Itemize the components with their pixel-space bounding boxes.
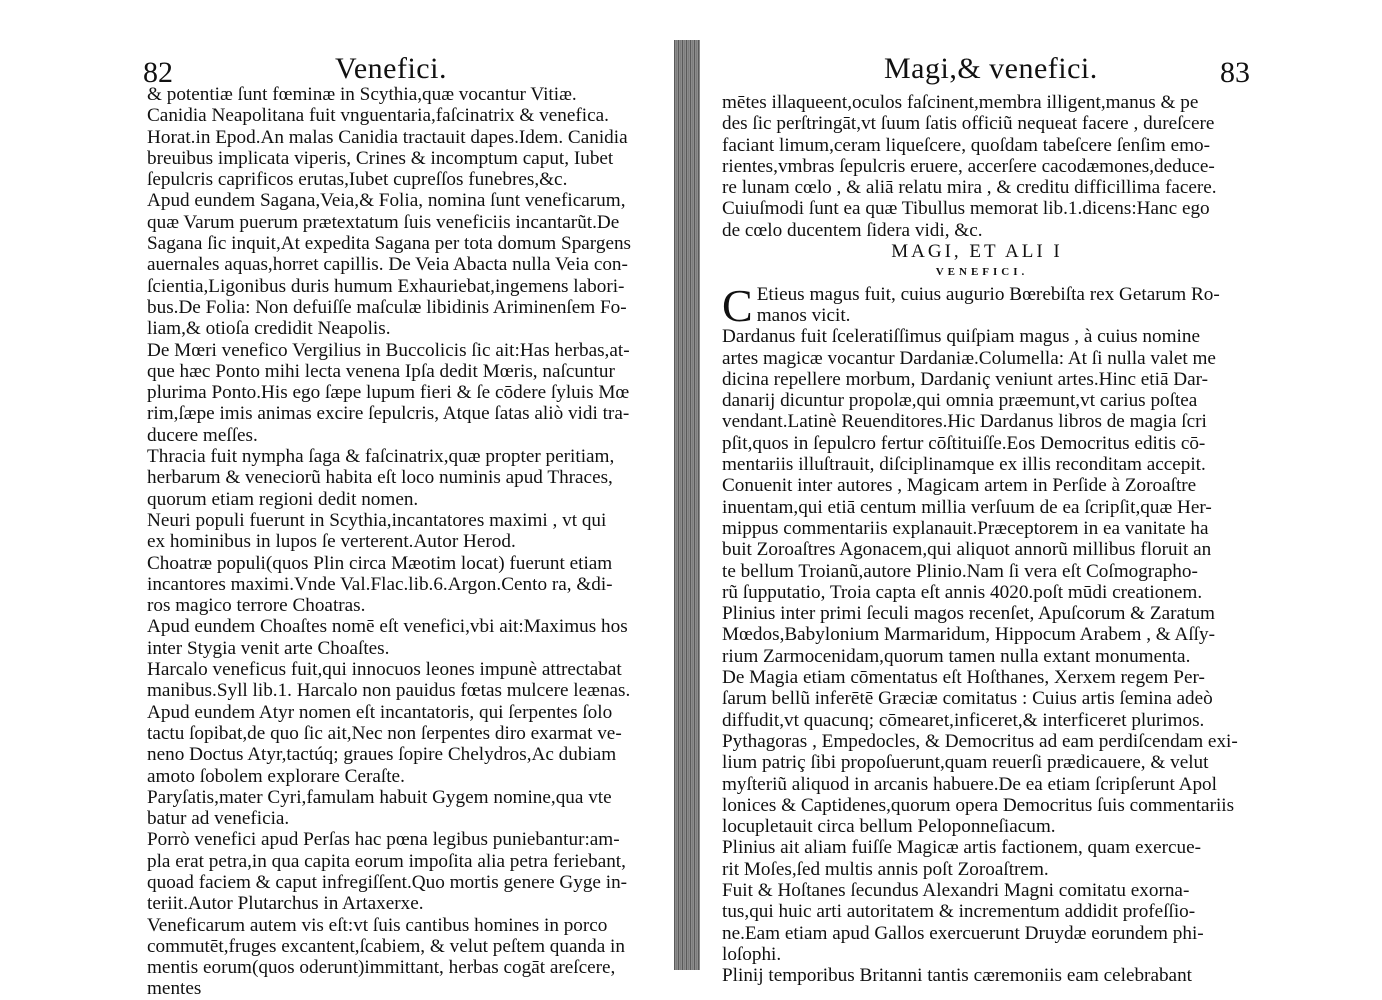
text-line: mētes illaqueent,oculos faſcinent,membra illigent,manus & pe — [722, 92, 1199, 113]
text-line: myſteriũ aliquod in arcanis habuere.De ea etiam ſcripſerunt Apol — [722, 773, 1217, 795]
text-line: manibus.Syll lib.1. Harcalo non pauidus fœtas mulcere leænas. — [147, 680, 631, 702]
text-line: ex hominibus in lupos ſe verterent.Autor Herod. — [147, 531, 516, 553]
left-page-body — [147, 84, 631, 1000]
text-line: & potentiæ ſunt fœminæ in Scythia,quæ vocantur Vitiæ. — [147, 84, 577, 105]
section-subheading: VENEFICI. — [935, 266, 1029, 279]
page-number: 83 — [1220, 56, 1250, 89]
text-line: bus.De Folia: Non defuiſſe maſculæ libidinis Ariminenſem Fo- — [147, 296, 627, 318]
text-line: Sagana ſic inquit,At expedita Sagana per tota domum Spargens — [147, 233, 632, 255]
text-line: locupletauit circa bellum Peloponneſiacum. — [722, 816, 1056, 838]
text-line: rũ ſupputatio, Troia capta eſt annis 4020.poſt mūdi creationem. — [722, 581, 1203, 603]
text-line: Apud eundem Sagana,Veia,& Folia, nomina ſunt veneficarum, — [147, 190, 626, 212]
text-line: ne.Eam etiam apud Gallos exercuerunt Druydæ eorundem phi- — [722, 922, 1204, 944]
text-line: herbarum & veneciorũ habita eſt loco numinis apud Thraces, — [147, 467, 613, 489]
text-line: te bellum Troianũ,autore Plinio.Nam ſi vera eſt Coſmographo- — [722, 560, 1198, 582]
text-line: manos vicit. — [756, 304, 851, 326]
text-line: quoad faciem & caput infregiſſent.Quo mortis genere Gyge in- — [147, 871, 628, 893]
text-line: mippus commentariis explanauit.Præceptorem in ea vanitate ha — [722, 517, 1209, 539]
text-line: rit Moſes,ſed multis annis poſt Zoroaſtrem. — [722, 858, 1049, 880]
text-line: plurima Ponto.His ego ſæpe lupum fieri & ſe cōdere ſyluis Mœ — [147, 382, 630, 404]
text-line: Etieus magus fuit, cuius augurio Bœrebiſta rex Getarum Ro- — [756, 283, 1220, 305]
text-line: De Magia etiam cōmentatus eſt Hoſthanes, Xerxem regem Per- — [722, 667, 1205, 689]
right-page — [694, 0, 1382, 1000]
text-line: artes magicæ vocantur Dardaniæ.Columella: At ſi nulla valet me — [722, 347, 1216, 369]
text-line: Paryſatis,mater Cyri,famulam habuit Gygem nomine,qua vte — [147, 786, 612, 808]
text-line: Plinij temporibus Britanni tantis cæremoniis eam celebrabant — [722, 965, 1192, 987]
text-line: ducere meſſes. — [147, 424, 258, 446]
text-line: des ſic perſtringāt,vt ſuum ſatis officiũ nequeat facere , dureſcere — [722, 113, 1215, 135]
text-line: re lunam cœlo , & aliā relatu mira , & creditu difficillima facere. — [722, 177, 1217, 199]
left-page — [0, 0, 688, 1000]
text-line: incantores maximi.Vnde Val.Flac.lib.6.Argon.Cento ra, &di- — [147, 573, 613, 595]
section-heading: MAGI, ET ALI I — [891, 241, 1063, 263]
text-line: neno Doctus Atyr,tactúq; graues ſopire Chelydros,Ac dubiam — [147, 744, 617, 766]
text-line: quæ Varum puerum prætextatum ſuis veneficiis incantarũt.De — [147, 211, 620, 233]
text-line: pla erat petra,in qua capita eorum impoſita alia petra feriebant, — [147, 850, 626, 872]
text-line: Apud eundem Choaſtes nomē eſt venefici,vbi ait:Maximus hos — [147, 616, 628, 638]
text-line: loſophi. — [722, 943, 782, 965]
text-line: Mœdos,Babylonium Marmaridum, Hippocum Arabem , & Aſſy- — [722, 624, 1215, 646]
text-line: diffudit,vt quacunq; cōmearet,inficeret,& interficeret plurimos. — [722, 709, 1205, 731]
text-line: batur ad veneficia. — [147, 808, 290, 830]
text-line: Canidia Neapolitana fuit vnguentaria,faſcinatrix & venefica. — [147, 105, 609, 127]
page-number: 82 — [143, 56, 173, 89]
text-line: tactu ſopibat,de quo ſic ait,Nec non ſerpentes diro exarmat ve- — [147, 722, 622, 744]
text-line: Veneficarum autem vis eſt:vt ſuis cantibus homines in porco — [147, 914, 608, 936]
text-line: pſit,quos in ſepulcro fertur cōſtituiſſe.Eos Democritus editis cō- — [722, 432, 1206, 454]
text-line: teriit.Autor Plutarchus in Artaxerxe. — [147, 893, 424, 915]
text-line: ros magico terrore Choatras. — [147, 595, 366, 617]
text-line: Neuri populi fuerunt in Scythia,incantatores maximi , vt qui — [147, 509, 607, 531]
text-line: Thracia fuit nympha ſaga & faſcinatrix,quæ propter peritiam, — [147, 446, 615, 468]
text-line: rium Zarmocenidam,quorum tamen nulla extant monumenta. — [722, 645, 1191, 667]
text-line: de cœlo ducentem ſidera vidi, &c. — [722, 219, 983, 241]
text-line: dicina repellere morbum, Dardaniç veniunt artes.Hinc etiā Dar- — [722, 368, 1209, 390]
drop-cap: C — [722, 283, 753, 327]
text-line: ſarum bellũ inferētē Græciæ comitatus : Cuius artis ſemina adeò — [722, 688, 1213, 710]
text-line: Plinius ait aliam fuiſſe Magicæ artis factionem, quam exercue- — [722, 837, 1202, 859]
text-line: danarij dicuntur propolæ,qui omnia præemunt,vt carius poſtea — [722, 390, 1198, 412]
text-line: Dardanus fuit ſceleratiſſimus quiſpiam magus , à cuius nomine — [722, 326, 1200, 348]
text-line: amoto ſobolem explorare Ceraſte. — [147, 765, 405, 787]
text-line: Pythagoras , Empedocles, & Democritus ad eam perdiſcendam exi- — [722, 730, 1238, 752]
text-line: faciant limum,ceram liqueſcere, quoſdam tabeſcere ſenſim emo- — [722, 134, 1210, 156]
text-line: mentariis illuſtrauit, diſciplinamque ex illis reconditam accepit. — [722, 454, 1206, 476]
text-line: breuibus implicata viperis, Crines & incomptum caput, Iubet — [147, 147, 614, 169]
text-line: vendant.Latinè Reuenditores.Hic Dardanus libros de magia ſcri — [722, 411, 1207, 433]
text-line: ſepulcris caprificos erutas,Iubet cupreſſos funebres,&c. — [147, 169, 568, 191]
text-line: inter Stygia venit arte Choaſtes. — [147, 637, 390, 659]
text-line: Porrò venefici apud Perſas hac pœna legibus puniebantur:am- — [147, 829, 620, 851]
text-line: auernales aquas,horret capillis. De Veia Abacta nulla Veia con- — [147, 254, 628, 276]
text-line: Harcalo veneficus fuit,qui innocuos leones impunè attrectabat — [147, 659, 622, 681]
text-line: Cuiuſmodi ſunt ea quæ Tibullus memorat lib.1.dicens:Hanc ego — [722, 198, 1210, 220]
text-line: que hæc Ponto mihi lecta venena Ipſa dedit Mœris, naſcuntur — [147, 360, 615, 382]
text-line: ſcientia,Ligonibus duris humum Exhauriebat,ingemens labori- — [147, 275, 625, 297]
text-line: lium patriç ſibi propoſuerunt,quam reuerſi prædicauere, & velut — [722, 752, 1209, 774]
text-line: buit Zoroaſtres Agonacem,qui aliquot annorũ millibus floruit an — [722, 539, 1212, 561]
text-line: De Mœri venefico Vergilius in Buccolicis ſic ait:Has herbas,at- — [147, 339, 630, 361]
text-line: inuentam,qui etiā centum millia verſuum de ea ſcripſit,quæ Her- — [722, 496, 1212, 518]
text-line: rientes,vmbras ſepulcris eruere, accerſere cacodæmones,deduce- — [722, 155, 1215, 177]
running-head: Venefici. — [335, 52, 447, 85]
text-line: Apud eundem Atyr nomen eſt incantatoris, qui ſerpentes ſolo — [147, 701, 613, 723]
text-line: Horat.in Epod.An malas Canidia tractauit dapes.Idem. Canidia — [147, 126, 628, 148]
text-line: mentis eorum(quos oderunt)immittant, herbas cogāt areſcere, — [147, 957, 616, 979]
text-line: rim,ſæpe imis animas excire ſepulcris, Atque ſatas aliò vidi tra- — [147, 403, 630, 425]
text-line: commutēt,fruges excantent,ſcabiem, & velut peſtem quanda in — [147, 935, 625, 957]
text-line: Choatræ populi(quos Plin circa Mæotim locat) fuerunt etiam — [147, 552, 613, 574]
running-head: Magi,& venefici. — [884, 52, 1098, 85]
text-line: Fuit & Hoſtanes ſecundus Alexandri Magni comitatu exorna- — [722, 879, 1190, 901]
right-page-body — [722, 92, 1238, 986]
text-line: liam,& otioſa credidit Neapolis. — [147, 318, 391, 340]
text-line: Plinius inter primi ſeculi magos recenſet, Apuſcorum & Zaratum — [722, 603, 1215, 625]
text-line: lonices & Captidenes,quorum opera Democritus ſuis commentariis — [722, 794, 1235, 816]
text-line: Conuenit inter autores , Magicam artem in Perſide à Zoroaſtre — [722, 475, 1197, 497]
text-line: tus,qui huic arti autoritatem & incrementum addidit profeſſio- — [722, 901, 1196, 923]
text-line: quorum etiam regioni dedit nomen. — [147, 488, 419, 510]
text-line: mentes — [147, 978, 202, 1000]
